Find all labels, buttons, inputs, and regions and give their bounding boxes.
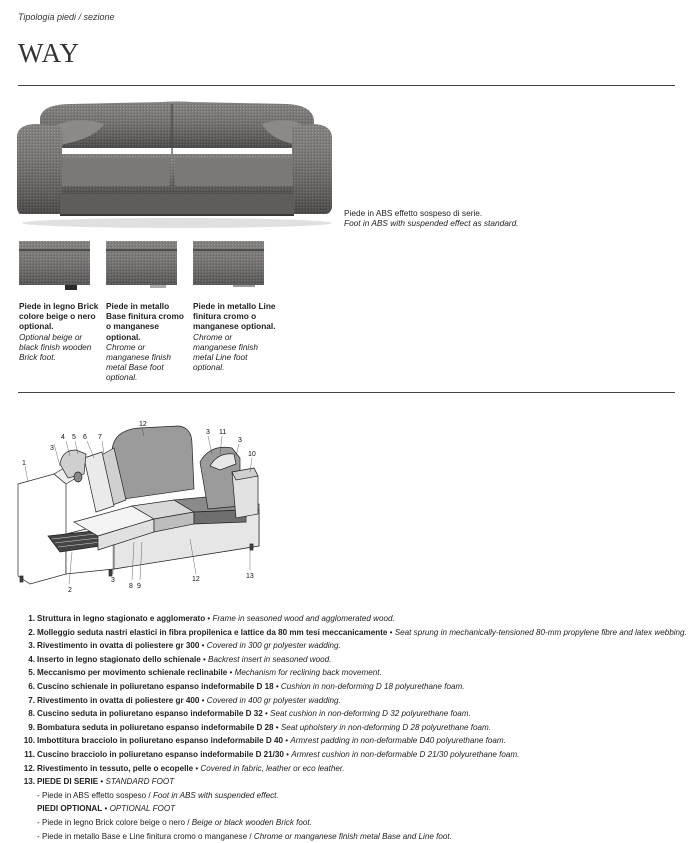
diagram-label-13: 13: [246, 573, 254, 580]
spec-item-5: 5. Meccanismo per movimento schienale reclinabile • Mechanism for reclining back movement.: [18, 666, 688, 680]
section-label: Tipologia piedi / sezione: [18, 12, 114, 22]
diagram-label-12a: 12: [139, 421, 147, 428]
foot-detail-abs: - Piede in ABS effetto sospeso / Foot in ABS with suspended effect.: [18, 789, 688, 803]
foot-option-line-en: Chrome or manganese finish metal Line foot optional.: [193, 332, 277, 373]
top-divider: [18, 85, 675, 86]
foot-detail-brick: - Piede in legno Brick colore beige o nero / Beige or black wooden Brick foot.: [18, 816, 688, 830]
diagram-label-7: 7: [98, 434, 102, 441]
spec-item-10: 10. Imbottitura bracciolo in poliuretano espanso indeformabile D 40 • Armrest padding in non-deformable D40 polyurethane foam.: [18, 734, 688, 748]
spec-item-4: 4. Inserto in legno stagionato dello schienale • Backrest insert in seasoned wood.: [18, 653, 688, 667]
spec-item-6: 6. Cuscino schienale in poliuretano espanso indeformabile D 18 • Cushion in non-deforming D 18 polyurethane foam.: [18, 680, 688, 694]
foot-option-brick: [19, 301, 103, 362]
diagram-label-4: 4: [61, 434, 65, 441]
diagram-label-11: 11: [219, 429, 226, 436]
spec-item-11: 11. Cuscino bracciolo in poliuretano espanso indeformabile D 21/30 • Armrest cushion in non-deformable D 21/30 polyurethane foam.: [18, 748, 688, 762]
foot-option-base-it: Piede in metallo Base finitura cromo o manganese optional.: [106, 301, 190, 342]
spec-item-12: 12. Rivestimento in tessuto, pelle o ecopelle • Covered in fabric, leather or eco leather.: [18, 762, 688, 776]
diagram-label-10: 10: [248, 451, 256, 458]
diagram-label-6: 6: [83, 434, 87, 441]
diagram-label-9: 9: [137, 583, 141, 590]
foot-option-brick-it: Piede in legno Brick colore beige o nero optional.: [19, 301, 103, 332]
brand-title: WAY: [18, 38, 80, 69]
standard-foot-en: Foot in ABS with suspended effect as standard.: [344, 218, 519, 228]
spec-item-13: 13. PIEDE DI SERIE • STANDARD FOOT: [18, 775, 688, 789]
foot-option-line-it: Piede in metallo Line finitura cromo o manganese optional.: [193, 301, 277, 332]
sofa-section-diagram: [14, 414, 274, 604]
spec-item-7: 7. Rivestimento in ovatta di poliestere gr 400 • Covered in 400 gr polyester wadding.: [18, 694, 688, 708]
base-foot-thumbnail: [106, 241, 177, 292]
diagram-label-1: 1: [22, 460, 26, 467]
diagram-label-3b: 3: [50, 445, 54, 452]
diagram-label-2: 2: [68, 587, 72, 594]
middle-divider: [18, 392, 675, 393]
spec-item-3: 3. Rivestimento in ovatta di poliestere gr 300 • Covered in 300 gr polyester wadding.: [18, 639, 688, 653]
diagram-label-3c: 3: [206, 429, 210, 436]
spec-item-8: 8. Cuscino seduta in poliuretano espanso indeformabile D 32 • Seat cushion in non-deforming D 32 polyurethane foam.: [18, 707, 688, 721]
diagram-label-3a: 3: [111, 577, 115, 584]
foot-option-base: [106, 301, 190, 383]
brick-foot-thumbnail: [19, 241, 90, 292]
line-foot-thumbnail: [193, 241, 264, 292]
sofa-main-image: [12, 96, 337, 231]
standard-foot-note: [344, 208, 519, 228]
diagram-label-8: 8: [129, 583, 133, 590]
spec-item-9: 9. Bombatura seduta in poliuretano espanso indeformabile D 28 • Seat upholstery in non-deforming D 28 polyurethane foam.: [18, 721, 688, 735]
spec-item-2: 2. Molleggio seduta nastri elastici in fibra propilenica e lattice da 80 mm tesi meccanicamente • Seat sprung in mechanically-tensioned 80-mm propylene fibre and latex webbing.: [18, 626, 688, 640]
spec-item-1: 1. Struttura in legno stagionato e agglomerato • Frame in seasoned wood and agglomerated wood.: [18, 612, 688, 626]
diagram-label-3d: 3: [238, 437, 242, 444]
diagram-label-12b: 12: [192, 576, 200, 583]
foot-option-base-en: Chrome or manganese finish metal Base foot optional.: [106, 342, 190, 383]
diagram-label-5: 5: [72, 434, 76, 441]
standard-foot-it: Piede in ABS effetto sospeso di serie.: [344, 208, 519, 218]
foot-detail-metal: - Piede in metallo Base e Line finitura cromo o manganese / Chrome or manganese finish metal Base and Line foot.: [18, 830, 688, 843]
foot-option-line: [193, 301, 277, 372]
foot-option-brick-en: Optional beige or black finish wooden Brick foot.: [19, 332, 103, 363]
construction-spec-list: [18, 612, 688, 843]
foot-detail-optional-heading: PIEDI OPTIONAL • OPTIONAL FOOT: [18, 802, 688, 816]
